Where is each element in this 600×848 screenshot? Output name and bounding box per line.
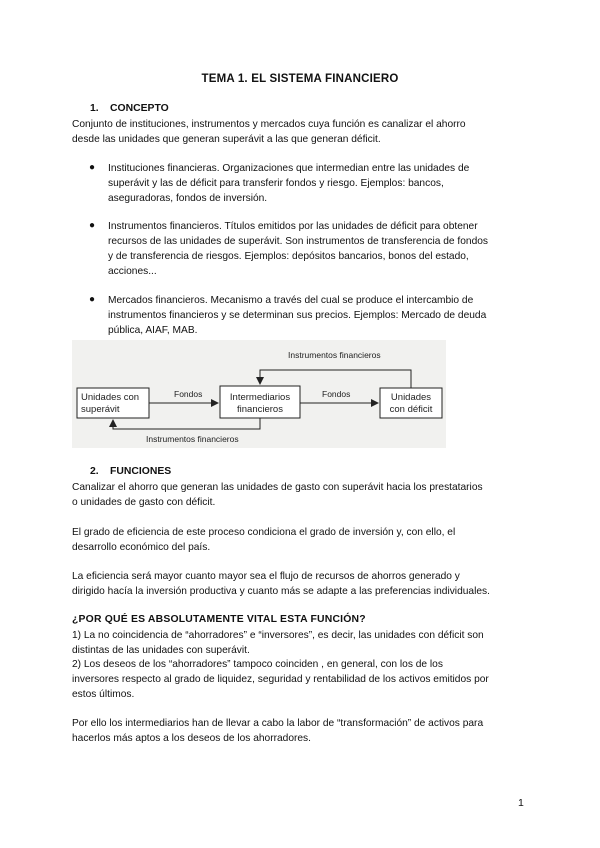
page-number: 1 [518, 797, 524, 809]
section-1-number: 1. [90, 103, 99, 114]
text-line: aseguradoras, fondos de inversión. [108, 193, 268, 204]
arrow-instruments-top [260, 370, 411, 388]
box-intermediaries-line2: financieros [237, 404, 283, 415]
box-deficit-line2: con déficit [389, 404, 433, 415]
section-1-heading [90, 103, 169, 114]
section-2-heading [90, 466, 171, 477]
text-line: dirigido hacía la inversión productiva y cuanto más se adapte a las preferencias individuales. [72, 586, 490, 597]
section-1-title: CONCEPTO [110, 103, 169, 114]
text-line: Mercados financieros. Mecanismo a través del cual se produce el intercambio de [108, 295, 474, 306]
text-line: 2) Los deseos de los “ahorradores” tampoco coinciden , en general, con los de los [72, 659, 443, 670]
label-instruments-bottom: Instrumentos financieros [146, 434, 239, 444]
text-line: Canalizar el ahorro que generan las unidades de gasto con superávit hacia los prestatarios [72, 482, 483, 493]
vital-paragraph-2 [72, 657, 528, 702]
text-line: desarrollo económico del país. [72, 542, 211, 553]
text-line: hacerlos más aptos a los deseos de los ahorradores. [72, 733, 311, 744]
label-instruments-top: Instrumentos financieros [288, 350, 381, 360]
text-line: Por ello los intermediarios han de llevar a cabo la labor de “transformación” de activos para [72, 718, 484, 729]
text-line: y de transferencia de riesgos. Ejemplos: depósitos bancarios, bonos del estado, [108, 251, 469, 262]
section-2-paragraph-1 [72, 480, 528, 510]
text-line: distintas de las unidades con superávit. [72, 645, 250, 656]
vital-paragraph-1 [72, 628, 528, 658]
bullet-marker: ● [89, 294, 96, 305]
text-line: inversores respecto al grado de liquidez, seguridad y rentabilidad de los activos emitidos por [72, 674, 489, 685]
bullet-marker: ● [89, 162, 96, 173]
label-fondos-left: Fondos [174, 389, 203, 399]
section-2-paragraph-2 [72, 525, 528, 555]
bullet-mercados [108, 293, 528, 338]
box-deficit-line1: Unidades [390, 392, 432, 403]
text-line: estos últimos. [72, 689, 135, 700]
section-2-number: 2. [90, 466, 99, 477]
text-line: instrumentos financieros y se determinan sus precios. Ejemplos: Mercado de deuda [108, 310, 487, 321]
text-line: o unidades de gasto con déficit. [72, 497, 216, 508]
box-surplus-line2: superávit [81, 404, 120, 415]
vital-paragraph-3 [72, 716, 528, 746]
section-2-title: FUNCIONES [110, 466, 172, 477]
text-line: superávit y las de déficit para transferir fondos y riesgo. Ejemplos: bancos, [108, 178, 444, 189]
vital-heading: ¿POR QUÉ ES ABSOLUTAMENTE VITAL ESTA FUNCIÓN? [72, 614, 366, 625]
text-line: La eficiencia será mayor cuanto mayor sea el flujo de recursos de ahorros generado y [72, 571, 460, 582]
arrow-instruments-bottom [113, 418, 260, 429]
label-fondos-right: Fondos [322, 389, 351, 399]
text-line: Instituciones financieras. Organizaciones que intermedian entre las unidades de [108, 163, 470, 174]
text-line: pública, AIAF, MAB. [108, 325, 198, 336]
bullet-marker: ● [89, 220, 96, 231]
text-line: recursos de las unidades de superávit. Son instrumentos de transferencia de fondos [108, 236, 488, 247]
box-surplus-line1: Unidades con [81, 392, 140, 403]
text-line: desde las unidades que generan superávit a las que generan déficit. [72, 134, 381, 145]
text-line: Conjunto de instituciones, instrumentos y mercados cuya función es canalizar el ahorro [72, 119, 466, 130]
text-line: Instrumentos financieros. Títulos emitidos por las unidades de déficit para obtener [108, 221, 478, 232]
box-intermediaries-line1: Intermediarios [229, 392, 291, 403]
text-line: El grado de eficiencia de este proceso condiciona el grado de inversión y, con ello, el [72, 527, 456, 538]
section-1-paragraph [72, 117, 528, 147]
section-2-paragraph-3 [72, 569, 528, 599]
bullet-instrumentos [108, 219, 528, 279]
text-line: 1) La no coincidencia de “ahorradores” e “inversores”, es decir, las unidades con déficit son [72, 630, 484, 641]
page-title: TEMA 1. EL SISTEMA FINANCIERO [201, 73, 399, 85]
bullet-instituciones [108, 161, 528, 206]
text-line: acciones... [108, 266, 157, 277]
financial-flow-diagram [72, 340, 446, 448]
